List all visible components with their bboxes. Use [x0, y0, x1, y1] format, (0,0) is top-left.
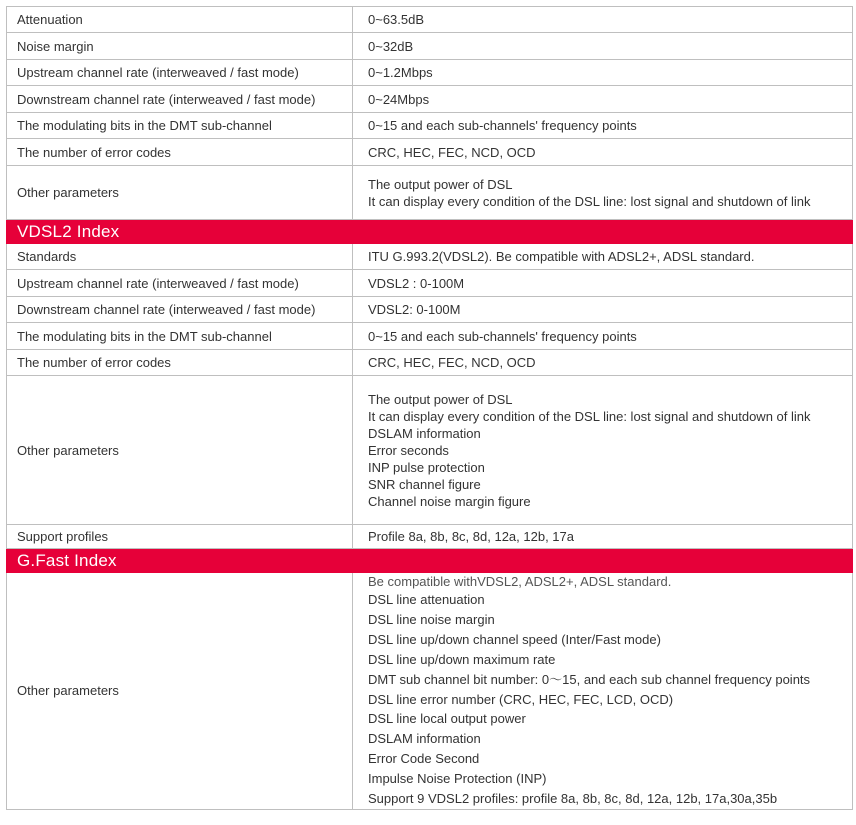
list-line: It can display every condition of the DSL line: lost signal and shutdown of link	[368, 193, 811, 209]
list-line: Support 9 VDSL2 profiles: profile 8a, 8b, 8c, 8d, 12a, 12b, 17a,30a,35b	[368, 791, 778, 807]
row-label: Upstream channel rate (interweaved / fast mode)	[7, 270, 353, 297]
row-label: Other parameters	[7, 376, 353, 525]
table-row	[7, 139, 853, 166]
list-line: Impulse Noise Protection (INP)	[368, 771, 547, 787]
list-line: It can display every condition of the DSL line: lost signal and shutdown of link	[368, 408, 811, 424]
row-value: CRC, HEC, FEC, NCD, OCD	[353, 350, 853, 376]
list-line: Channel noise margin figure	[368, 493, 531, 509]
list-line: DSLAM information	[368, 731, 481, 747]
row-value-list	[353, 376, 853, 525]
row-value: 0~15 and each sub-channels' frequency points	[353, 113, 853, 139]
row-label: Support profiles	[7, 525, 353, 549]
list-line: INP pulse protection	[368, 459, 485, 475]
row-value: ITU G.993.2(VDSL2). Be compatible with ADSL2+, ADSL standard.	[353, 244, 853, 270]
row-label: The number of error codes	[7, 139, 353, 166]
row-label: Upstream channel rate (interweaved / fast mode)	[7, 60, 353, 86]
table-row	[7, 376, 853, 525]
row-label: Other parameters	[7, 573, 353, 810]
table-row	[7, 350, 853, 376]
list-line: DMT sub channel bit number: 0～15, and each sub channel frequency points	[368, 671, 811, 687]
list-line: The output power of DSL	[368, 391, 513, 407]
list-line: DSL line local output power	[368, 711, 526, 727]
list-line: DSL line up/down channel speed (Inter/Fast mode)	[368, 631, 661, 647]
table-row	[7, 113, 853, 139]
table-row	[7, 525, 853, 549]
table-row	[7, 323, 853, 350]
row-label: Standards	[7, 244, 353, 270]
section-header	[7, 220, 853, 244]
list-line: SNR channel figure	[368, 476, 481, 492]
row-value: CRC, HEC, FEC, NCD, OCD	[353, 139, 853, 166]
row-value: 0~63.5dB	[353, 7, 853, 33]
list-line: DSL line error number (CRC, HEC, FEC, LCD, OCD)	[368, 691, 674, 707]
table-row	[7, 33, 853, 60]
table-row	[7, 60, 853, 86]
section-title: VDSL2 Index	[7, 220, 853, 244]
row-value-list	[353, 573, 853, 810]
table-row	[7, 166, 853, 220]
row-label: Downstream channel rate (interweaved / fast mode)	[7, 297, 353, 323]
table-row	[7, 244, 853, 270]
row-value: 0~24Mbps	[353, 86, 853, 113]
list-line: Error Code Second	[368, 751, 480, 767]
row-label: Downstream channel rate (interweaved / fast mode)	[7, 86, 353, 113]
list-line: The output power of DSL	[368, 176, 513, 192]
row-value: 0~1.2Mbps	[353, 60, 853, 86]
table-row	[7, 573, 853, 810]
row-value: Profile 8a, 8b, 8c, 8d, 12a, 12b, 17a	[353, 525, 853, 549]
section-header	[7, 549, 853, 573]
row-label: The modulating bits in the DMT sub-channel	[7, 113, 353, 139]
row-value: 0~32dB	[353, 33, 853, 60]
list-line: Be compatible withVDSL2, ADSL2+, ADSL standard.	[368, 574, 672, 589]
table-row	[7, 7, 853, 33]
row-value: VDSL2 : 0-100M	[353, 270, 853, 297]
row-value: 0~15 and each sub-channels' frequency points	[353, 323, 853, 350]
table-row	[7, 297, 853, 323]
row-label: The modulating bits in the DMT sub-channel	[7, 323, 353, 350]
list-line: DSL line attenuation	[368, 592, 485, 607]
list-line: DSLAM information	[368, 425, 481, 441]
row-value: VDSL2: 0-100M	[353, 297, 853, 323]
table-row	[7, 86, 853, 113]
table-row	[7, 270, 853, 297]
list-line: Error seconds	[368, 442, 449, 458]
row-value-list	[353, 166, 853, 220]
list-line: DSL line up/down maximum rate	[368, 651, 556, 667]
row-label: Noise margin	[7, 33, 353, 60]
row-label: Attenuation	[7, 7, 353, 33]
row-label: The number of error codes	[7, 350, 353, 376]
list-line: DSL line noise margin	[368, 611, 495, 627]
spec-table	[6, 6, 853, 810]
section-title: G.Fast Index	[7, 549, 853, 573]
row-label: Other parameters	[7, 166, 353, 220]
